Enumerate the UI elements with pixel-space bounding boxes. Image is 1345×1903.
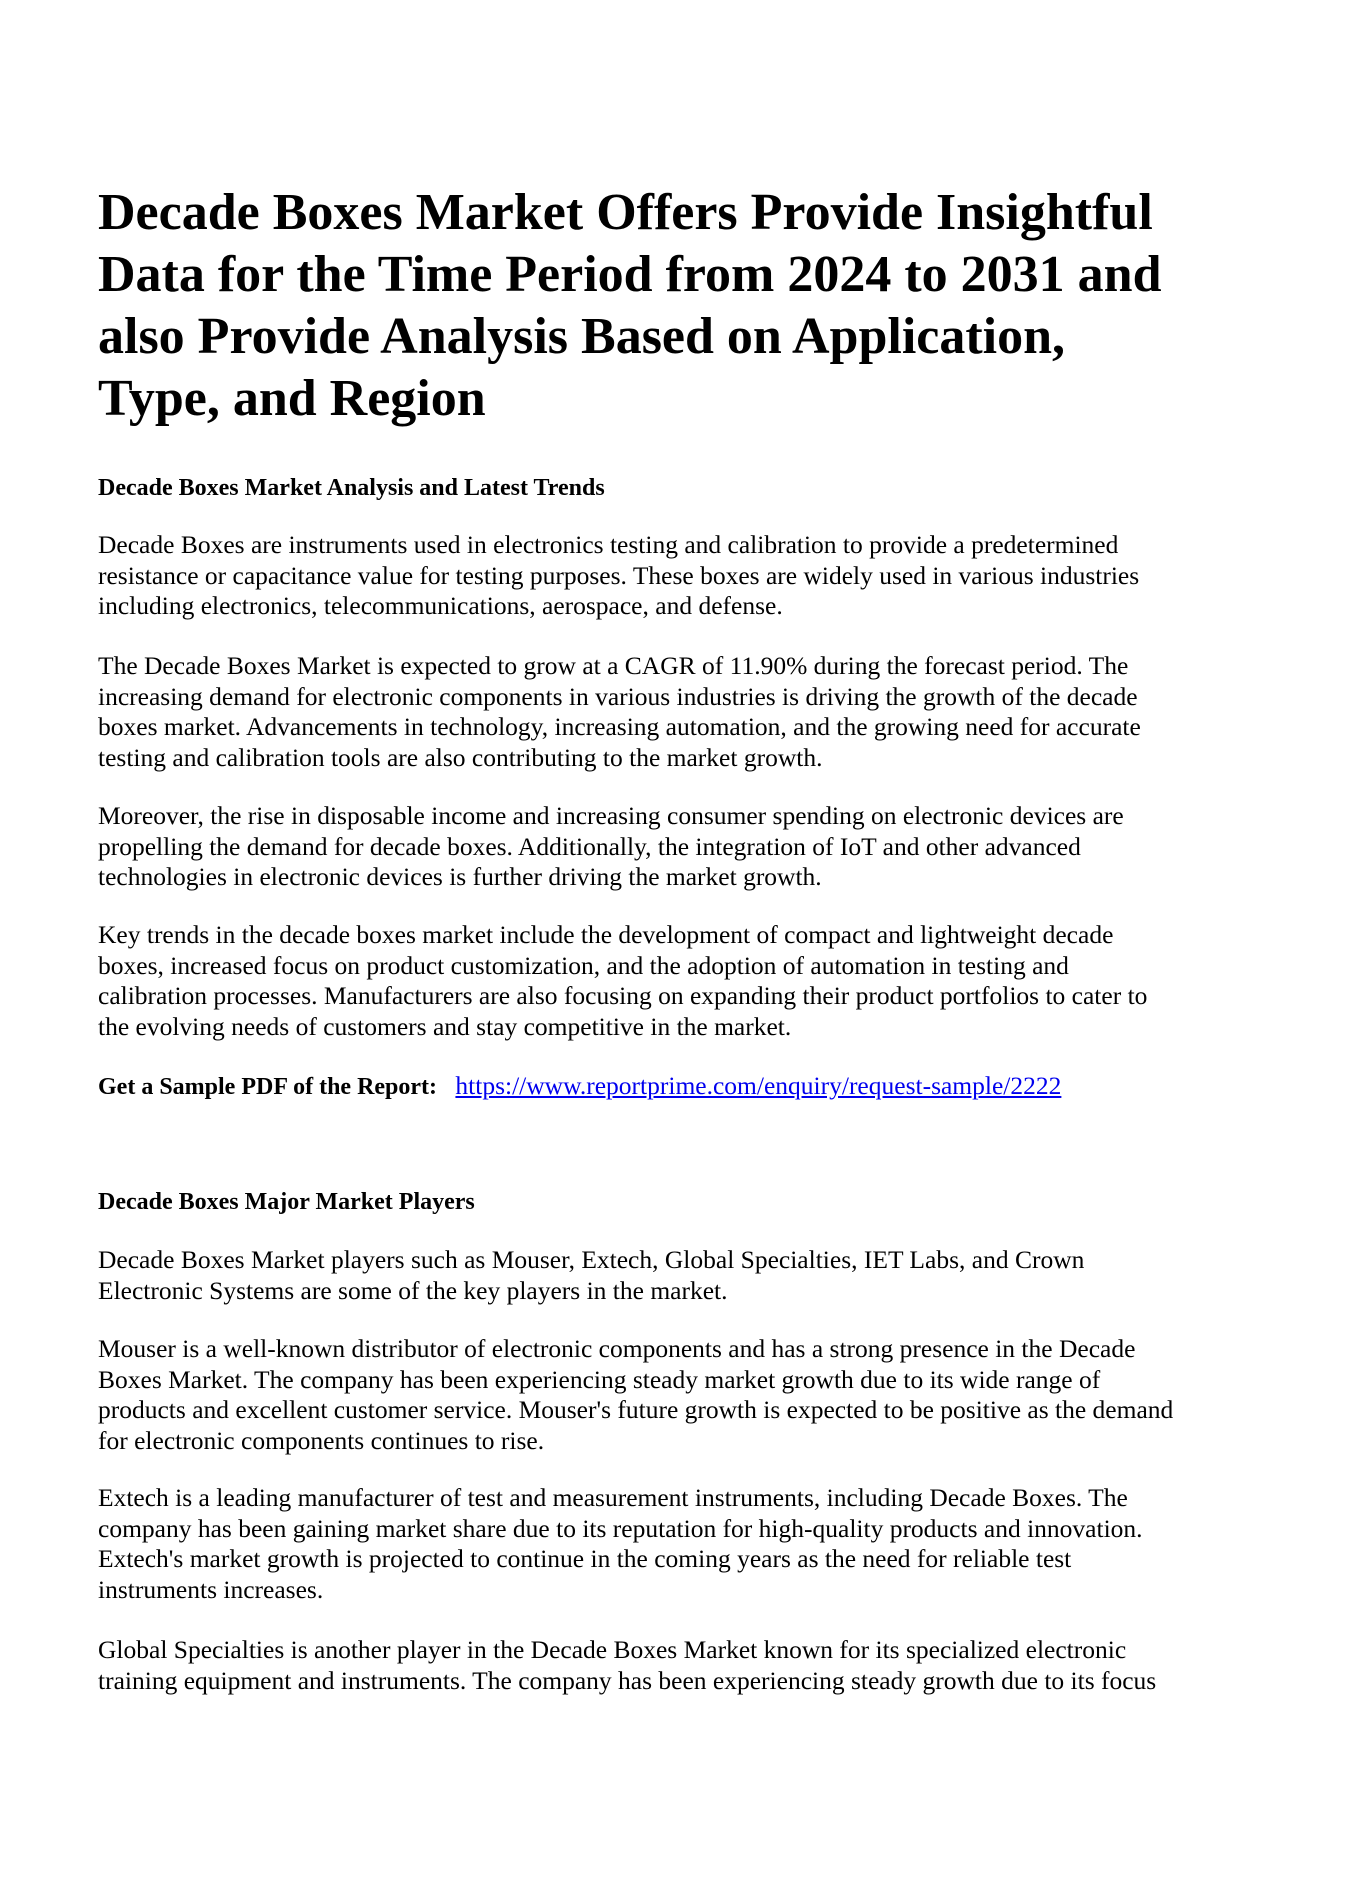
text-line: Electronic Systems are some of the key players in the market.	[98, 1275, 728, 1305]
paragraph	[98, 1245, 1084, 1306]
text-line: instruments increases.	[98, 1574, 324, 1604]
text-line: company has been gaining market share due to its reputation for high-quality products and innovation.	[98, 1513, 1143, 1543]
title-line: Type, and Region	[98, 370, 486, 427]
paragraph	[98, 1635, 1156, 1696]
paragraph	[98, 1334, 1173, 1456]
paragraph	[98, 530, 1139, 622]
sample-pdf-link[interactable]: https://www.reportprime.com/enquiry/request-sample/2222	[455, 1071, 1062, 1100]
text-line: for electronic components continues to rise.	[98, 1425, 545, 1455]
text-line: products and excellent customer service. Mouser's future growth is expected to be positive as the demand	[98, 1395, 1174, 1425]
page-title	[98, 182, 1298, 430]
text-line: calibration processes. Manufacturers are also focusing on expanding their product portfolios to cater to	[98, 981, 1148, 1011]
text-line: including electronics, telecommunications, aerospace, and defense.	[98, 591, 783, 621]
text-line: propelling the demand for decade boxes. Additionally, the integration of IoT and other advanced	[98, 831, 1081, 861]
title-line: Data for the Time Period from 2024 to 2031 and	[98, 246, 1162, 303]
paragraph	[98, 1483, 1143, 1605]
section-heading-trends: Decade Boxes Market Analysis and Latest Trends	[98, 475, 605, 501]
paragraph	[98, 920, 1147, 1042]
title-line: also Provide Analysis Based on Application,	[98, 308, 1066, 365]
text-line: testing and calibration tools are also contributing to the market growth.	[98, 742, 823, 772]
paragraph	[98, 651, 1141, 773]
section-heading-players: Decade Boxes Major Market Players	[98, 1189, 475, 1215]
text-line: Mouser is a well-known distributor of electronic components and has a strong presence in the Decade	[98, 1334, 1136, 1363]
text-line: technologies in electronic devices is further driving the market growth.	[98, 862, 822, 892]
sample-pdf-line	[98, 1071, 1061, 1102]
text-line: Extech's market growth is projected to continue in the coming years as the need for reliable test	[98, 1544, 1072, 1574]
paragraph	[98, 801, 1124, 893]
sample-pdf-label: Get a Sample PDF of the Report:	[98, 1074, 438, 1100]
text-line: increasing demand for electronic components in various industries is driving the growth of the decade	[98, 681, 1138, 711]
text-line: the evolving needs of customers and stay competitive in the market.	[98, 1011, 792, 1041]
text-line: resistance or capacitance value for testing purposes. These boxes are widely used in various industries	[98, 560, 1140, 590]
text-line: boxes market. Advancements in technology, increasing automation, and the growing need for accurate	[98, 712, 1141, 742]
text-line: boxes, increased focus on product customization, and the adoption of automation in testing and	[98, 950, 1069, 980]
text-line: training equipment and instruments. The company has been experiencing steady growth due to its focus	[98, 1665, 1157, 1695]
text-line: Key trends in the decade boxes market include the development of compact and lightweight decade	[98, 920, 1114, 949]
text-line: Extech is a leading manufacturer of test and measurement instruments, including Decade Boxes. The	[98, 1483, 1128, 1512]
title-line: Decade Boxes Market Offers Provide Insightful	[98, 184, 1153, 241]
text-line: Moreover, the rise in disposable income and increasing consumer spending on electronic devices are	[98, 801, 1124, 830]
text-line: Decade Boxes Market players such as Mouser, Extech, Global Specialties, IET Labs, and Crown	[98, 1245, 1085, 1274]
text-line: The Decade Boxes Market is expected to grow at a CAGR of 11.90% during the forecast period. The	[98, 651, 1129, 680]
text-line: Global Specialties is another player in the Decade Boxes Market known for its specialized electronic	[98, 1635, 1127, 1664]
text-line: Decade Boxes are instruments used in electronics testing and calibration to provide a predetermined	[98, 530, 1119, 559]
text-line: Boxes Market. The company has been experiencing steady market growth due to its wide range of	[98, 1364, 1101, 1394]
